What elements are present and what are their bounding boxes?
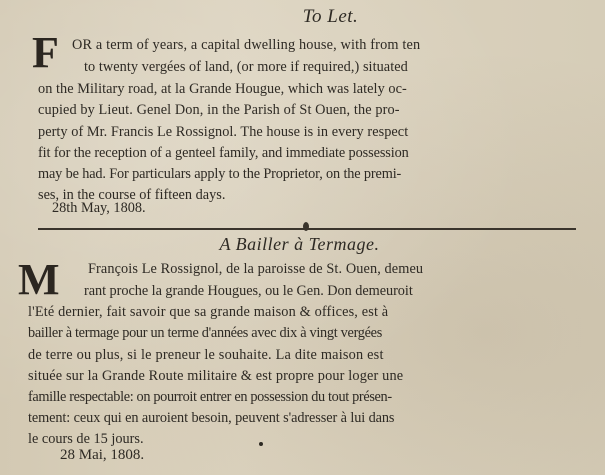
notice-a-bailler — [0, 222, 605, 475]
notice-line: famille respectable: on pourroit entrer en possession du tout présen- — [28, 389, 392, 405]
notice-line: François Le Rossignol, de la paroisse de St. Ouen, demeu — [88, 261, 424, 277]
notice-line: rant proche la grande Hougues, ou le Gen. Don demeuroit — [84, 283, 413, 299]
notice-line: située sur la Grande Route militaire & est propre pour loger une — [28, 368, 404, 384]
notice-heading: A Bailler à Termage. — [219, 234, 380, 254]
notice-line: tement: ceux qui en auroient besoin, peuvent s'adresser à lui dans — [28, 410, 395, 426]
notice-line: bailler à termage pour un terme d'années avec dix à vingt vergées — [28, 325, 382, 341]
notice-line: may be had. For particulars apply to the Proprietor, on the premi- — [38, 166, 402, 182]
notice-line: cupied by Lieut. Genel Don, in the Parish of St Ouen, the pro- — [38, 102, 400, 118]
notice-date: 28 Mai, 1808. — [60, 447, 145, 463]
notice-to-let — [0, 0, 605, 218]
drop-cap: M — [18, 255, 60, 304]
drop-cap: F — [32, 28, 59, 77]
notice-line: on the Military road, at la Grande Hougue, which was lately oc- — [38, 81, 407, 97]
notice-line: ses, in the course of fifteen days. — [38, 187, 226, 203]
notice-line: fit for the reception of a genteel family, and immediate possession — [38, 145, 409, 161]
notice-heading: To Let. — [302, 6, 359, 27]
notice-line: perty of Mr. Francis Le Rossignol. The house is in every respect — [38, 124, 409, 140]
notice-line: to twenty vergées of land, (or more if required,) situated — [84, 59, 408, 75]
notice-line: l'Eté dernier, fait savoir que sa grande maison & offices, est à — [28, 304, 389, 320]
notice-line: de terre ou plus, si le preneur le souhaite. La dite maison est — [28, 347, 384, 363]
notice-date: 28th May, 1808. — [52, 200, 146, 216]
notice-line: le cours de 15 jours. — [28, 431, 144, 447]
notice-line: OR a term of years, a capital dwelling house, with from ten — [72, 37, 421, 53]
ink-speck — [259, 442, 263, 446]
